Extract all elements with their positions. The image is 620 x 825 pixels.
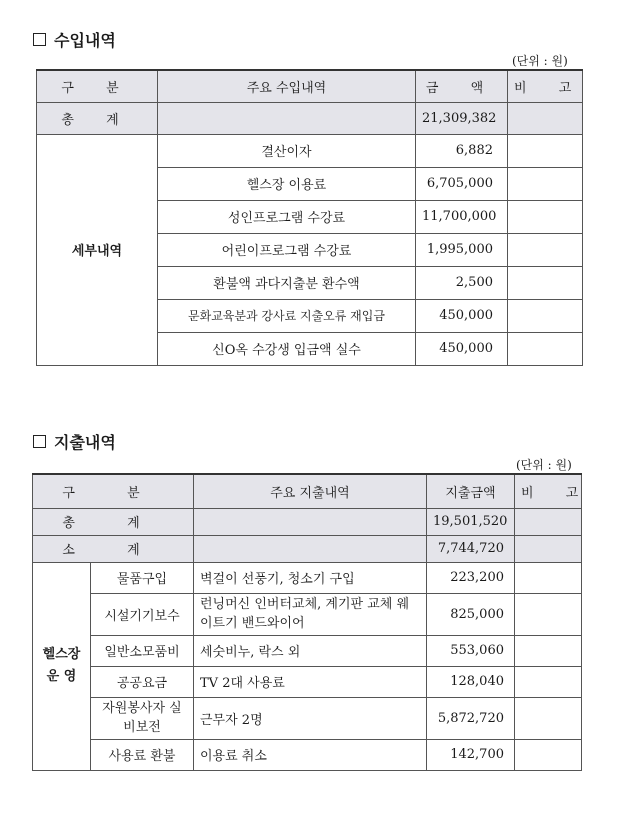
income-section-title xyxy=(33,28,116,51)
expense-row-sub: 사용료 환불 xyxy=(91,739,194,770)
expense-row-amount: 553,060 xyxy=(427,635,515,666)
expense-header-item: 주요 지출내역 xyxy=(194,474,427,508)
income-row-note xyxy=(508,200,583,233)
expense-row-sub: 물품구입 xyxy=(91,562,194,593)
expense-total-label: 총 계 xyxy=(33,508,194,535)
expense-row-note xyxy=(515,635,582,666)
expense-unit-label: (단위 : 원) xyxy=(516,458,572,472)
expense-total-row xyxy=(33,508,582,535)
expense-row-sub: 공공요금 xyxy=(91,666,194,697)
income-row-note xyxy=(508,134,583,167)
checkbox-square-icon xyxy=(33,33,46,46)
income-row-item: 헬스장 이용료 xyxy=(158,167,416,200)
expense-row-note xyxy=(515,666,582,697)
expense-total-item xyxy=(194,508,427,535)
income-row-amount: 1,995,000 xyxy=(416,233,508,266)
expense-row-amount: 825,000 xyxy=(427,593,515,635)
expense-total-note xyxy=(515,508,582,535)
income-header-category: 구 분 xyxy=(37,70,158,102)
expense-row-item: 런닝머신 인버터교체, 계기판 교체 웨이트기 밴드와이어 xyxy=(194,593,427,635)
expense-row xyxy=(33,635,582,666)
income-row-item: 결산이자 xyxy=(158,134,416,167)
expense-row-note xyxy=(515,593,582,635)
income-row-note xyxy=(508,299,583,332)
income-row-item: 환불액 과다지출분 환수액 xyxy=(158,266,416,299)
expense-row-note xyxy=(515,697,582,739)
income-row-amount: 2,500 xyxy=(416,266,508,299)
expense-row xyxy=(33,697,582,739)
expense-row-item: 이용료 취소 xyxy=(194,739,427,770)
income-header-note: 비 고 xyxy=(508,70,583,102)
expense-row-note xyxy=(515,739,582,770)
expense-header-amount: 지출금액 xyxy=(427,474,515,508)
expense-header-row xyxy=(33,474,582,508)
expense-group-label-line1: 헬스장 xyxy=(42,647,81,662)
income-row-amount: 6,705,000 xyxy=(416,167,508,200)
income-header-row xyxy=(37,70,583,102)
expense-subtotal-label: 소 계 xyxy=(33,535,194,562)
income-total-amount: 21,309,382 xyxy=(416,102,508,134)
income-row-item: 어린이프로그램 수강료 xyxy=(158,233,416,266)
expense-row-item: TV 2대 사용료 xyxy=(194,666,427,697)
expense-total-amount: 19,501,520 xyxy=(427,508,515,535)
expense-subtotal-row xyxy=(33,535,582,562)
income-unit-label: (단위 : 원) xyxy=(512,54,568,68)
expense-subtotal-amount: 7,744,720 xyxy=(427,535,515,562)
income-row-amount: 450,000 xyxy=(416,332,508,365)
income-total-label: 총 계 xyxy=(37,102,158,134)
expense-row-sub: 시설기기보수 xyxy=(91,593,194,635)
expense-table xyxy=(32,473,593,771)
expense-header-note: 비 고 xyxy=(515,474,582,508)
expense-row xyxy=(33,739,582,770)
income-row-note xyxy=(508,266,583,299)
expense-row-item: 벽걸이 선풍기, 청소기 구입 xyxy=(194,562,427,593)
expense-row-item: 세숫비누, 락스 외 xyxy=(194,635,427,666)
income-total-item xyxy=(158,102,416,134)
expense-row-item: 근무자 2명 xyxy=(194,697,427,739)
income-row-item: 신O옥 수강생 입금액 실수 xyxy=(158,332,416,365)
income-row xyxy=(37,134,583,167)
income-row-item: 문화교육분과 강사료 지출오류 재입금 xyxy=(158,299,416,332)
expense-row xyxy=(33,593,582,635)
income-total-note xyxy=(508,102,583,134)
income-header-item: 주요 수입내역 xyxy=(158,70,416,102)
expense-row-sub: 자원봉사자 실비보전 xyxy=(91,697,194,739)
income-title-text: 수입내역 xyxy=(54,31,116,50)
income-row-note xyxy=(508,233,583,266)
expense-title-text: 지출내역 xyxy=(54,433,116,452)
income-row-amount: 6,882 xyxy=(416,134,508,167)
income-table xyxy=(36,69,586,366)
expense-subtotal-item xyxy=(194,535,427,562)
expense-row-sub: 일반소모품비 xyxy=(91,635,194,666)
expense-row-note xyxy=(515,562,582,593)
expense-row-amount: 142,700 xyxy=(427,739,515,770)
income-total-row xyxy=(37,102,583,134)
income-row-item: 성인프로그램 수강료 xyxy=(158,200,416,233)
income-header-amount: 금 액 xyxy=(416,70,508,102)
income-row-amount: 11,700,000 xyxy=(416,200,508,233)
expense-row-amount: 5,872,720 xyxy=(427,697,515,739)
income-row-note xyxy=(508,332,583,365)
checkbox-square-icon xyxy=(33,435,46,448)
expense-row-amount: 223,200 xyxy=(427,562,515,593)
expense-subtotal-note xyxy=(515,535,582,562)
expense-section-title xyxy=(33,430,116,453)
expense-group-label-line2: 운 영 xyxy=(46,669,77,684)
income-detail-label: 세부내역 xyxy=(37,134,158,365)
expense-header-category: 구 분 xyxy=(33,474,194,508)
expense-row xyxy=(33,666,582,697)
expense-row-amount: 128,040 xyxy=(427,666,515,697)
expense-row xyxy=(33,562,582,593)
expense-group-label xyxy=(33,562,91,770)
income-row-note xyxy=(508,167,583,200)
income-row-amount: 450,000 xyxy=(416,299,508,332)
